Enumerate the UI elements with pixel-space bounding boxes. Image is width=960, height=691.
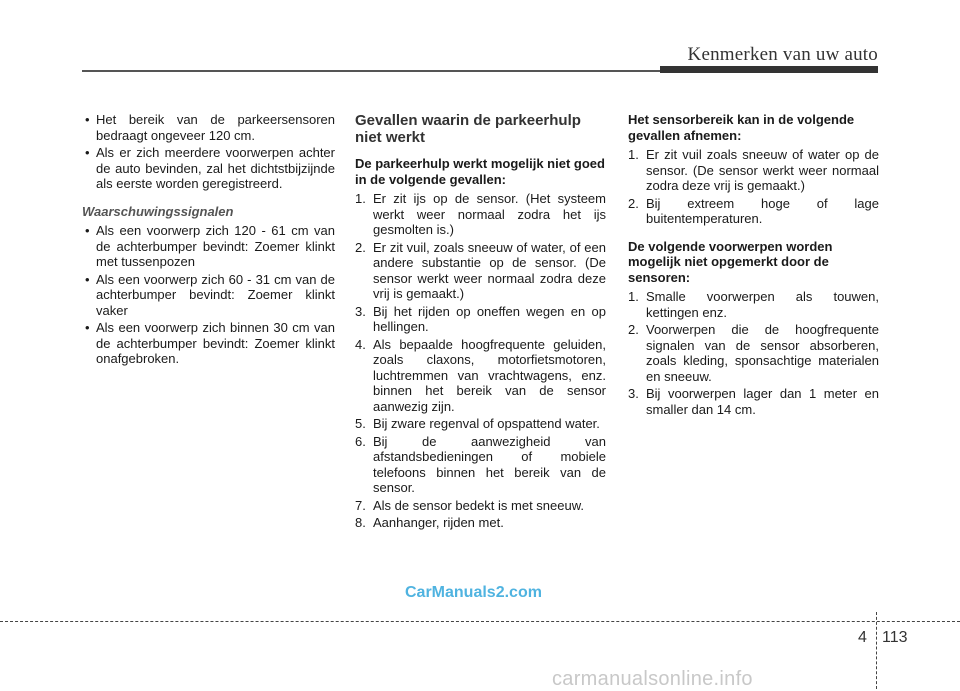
item-number: 7.: [355, 497, 366, 513]
range-reduction-intro: Het sensorbereik kan in de volgende gevallen afnemen:: [628, 112, 855, 143]
item-number: 1.: [355, 191, 366, 206]
cases-list: [355, 191, 606, 531]
list-item: [628, 386, 879, 417]
item-text: Bij het rijden op oneffen wegen en op hellingen.: [373, 303, 606, 334]
item-text: Smalle voorwerpen als touwen, kettingen enz.: [646, 289, 879, 320]
list-item: [628, 322, 879, 384]
item-number: 3.: [628, 386, 639, 401]
carmanuals-watermark[interactable]: CarManuals2.com: [405, 584, 542, 601]
footer-rule: [0, 621, 960, 622]
item-text: Als de sensor bedekt is met sneeuw.: [373, 497, 585, 513]
list-item: [628, 147, 879, 194]
list-item: [355, 304, 606, 335]
item-text: Bij de aanwezigheid van afstandsbedieningen of mobiele telefoons binnen het bereik van de sensor.: [373, 433, 606, 495]
list-item: [355, 240, 606, 302]
column-2: [355, 112, 606, 533]
item-text: Er zit vuil zoals sneeuw of water op de sensor. (De sensor werkt weer normaal zodra deze vrij is gemaakt.): [646, 147, 879, 193]
warning-bullet-list: [82, 223, 335, 367]
undetected-objects-list: [628, 289, 879, 417]
list-item: [355, 515, 606, 531]
item-number: 8.: [355, 515, 366, 530]
header-rule: [82, 70, 660, 72]
item-number: 2.: [628, 195, 639, 211]
warning-heading: Waarschuwingssignalen: [82, 203, 234, 219]
list-item: [628, 289, 879, 320]
chapter-number: 4: [858, 629, 867, 646]
section-intro: De parkeerhulp werkt mogelijk niet goed in de volgende gevallen:: [355, 156, 605, 187]
item-number: 1.: [628, 289, 639, 304]
footer-divider: [876, 612, 877, 689]
range-reduction-list: [628, 147, 879, 227]
item-number: 6.: [355, 433, 366, 449]
item-number: 3.: [355, 303, 366, 319]
list-item: [628, 196, 879, 227]
item-text: Bij voorwerpen lager dan 1 meter en smaller dan 14 cm.: [646, 386, 879, 417]
item-number: 2.: [355, 239, 366, 255]
list-item: [355, 337, 606, 415]
undetected-objects-intro: De volgende voorwerpen worden mogelijk niet opgemerkt door de sensoren:: [628, 238, 833, 285]
item-number: 4.: [355, 336, 366, 352]
site-watermark: carmanualsonline.info: [552, 668, 753, 690]
column-1: [82, 112, 335, 369]
list-item: • Als een voorwerp zich 60 - 31 cm van de achterbumper bevindt: Zoemer klinkt vaker: [82, 272, 335, 319]
list-item: [355, 498, 606, 514]
item-text: Bij extreem hoge of lage buitentemperaturen.: [646, 195, 879, 226]
list-item: • Als een voorwerp zich binnen 30 cm van de achterbumper bevindt: Zoemer klinkt onafgebroken.: [82, 320, 335, 367]
list-item: • Als een voorwerp zich 120 - 61 cm van de achterbumper bevindt: Zoemer klinkt met tussenpozen: [82, 223, 335, 270]
page-number: 113: [882, 629, 908, 646]
item-text: Bij zware regenval of opspattend water.: [373, 416, 600, 431]
list-item: • Het bereik van de parkeersensoren bedraagt ongeveer 120 cm.: [82, 112, 335, 143]
item-text: Als bepaalde hoogfrequente geluiden, zoals claxons, motorfietsmotoren, luchtremmen van vrachtwagens, enz. binnen het bereik van de sensor aanwezig zijn.: [373, 336, 606, 414]
item-number: 5.: [355, 416, 366, 431]
item-number: 1.: [628, 147, 639, 162]
item-number: 2.: [628, 322, 639, 337]
column-3: [628, 112, 879, 419]
list-item: [355, 191, 606, 238]
section-title: Gevallen waarin de parkeerhulp niet werkt: [355, 112, 581, 146]
header-rule-accent: [660, 66, 878, 73]
item-text: Voorwerpen die de hoogfrequente signalen van de sensor absorberen, zoals kleding, sponsachtige materialen en sneeuw.: [646, 322, 879, 384]
item-text: Er zit vuil, zoals sneeuw of water, of een andere substantie op de sensor. (De sensor werkt weer normaal zodra deze vrij is gemaakt.): [373, 239, 606, 301]
item-text: Er zit ijs op de sensor. (Het systeem werkt weer normaal zodra het ijs gesmolten is.): [373, 191, 606, 237]
list-item: [355, 416, 606, 432]
header-title: Kenmerken van uw auto: [687, 44, 878, 65]
range-bullet-list: [82, 112, 335, 192]
list-item: • Als er zich meerdere voorwerpen achter de auto bevinden, zal het dichtstbijzijnde als eerste worden geregistreerd.: [82, 145, 335, 192]
list-item: [355, 434, 606, 496]
item-text: Aanhanger, rijden met.: [373, 515, 504, 530]
